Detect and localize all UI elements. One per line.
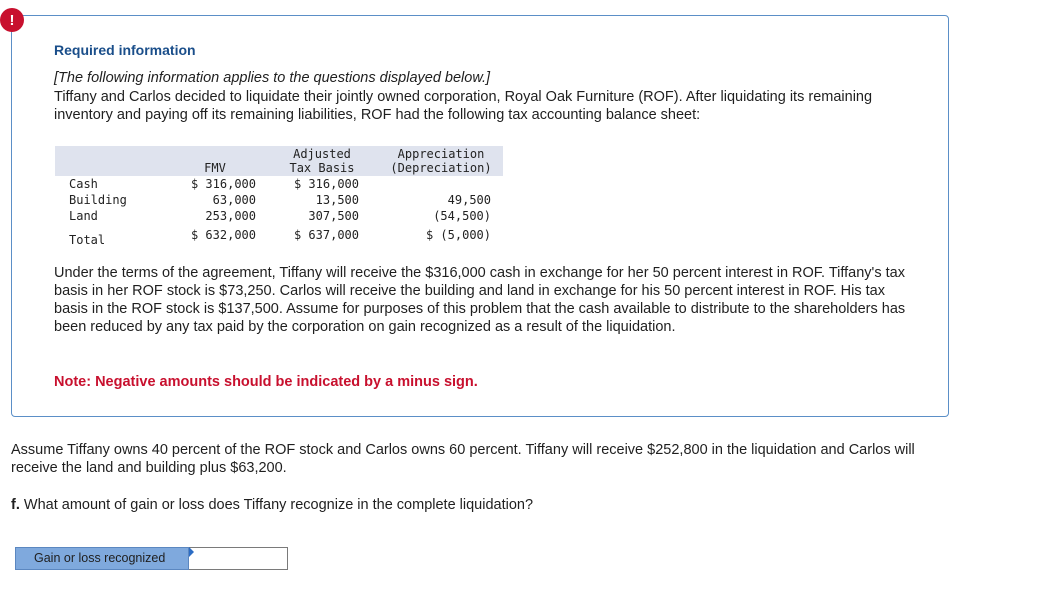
total-fmv: $ 632,000 bbox=[190, 228, 256, 242]
answer-label: Gain or loss recognized bbox=[15, 547, 189, 570]
assumption-text: Assume Tiffany owns 40 percent of the ROF stock and Carlos owns 60 percent. Tiffany will receive $252,800 in the liquidation and Carlos will receive the land and building plus $63,200. bbox=[11, 442, 915, 476]
total-label: Total bbox=[69, 233, 106, 247]
row-fmv: 253,000 bbox=[174, 208, 256, 225]
gain-loss-input[interactable] bbox=[189, 547, 288, 570]
row-basis: 13,500 bbox=[315, 193, 359, 207]
intro-italic-note: [The following information applies to the questions displayed below.] bbox=[54, 70, 491, 86]
question-f bbox=[11, 497, 533, 513]
row-basis: $ 316,000 bbox=[293, 177, 359, 191]
header-app-line2: (Depreciation) bbox=[390, 161, 492, 175]
row-fmv: $ 316,000 bbox=[190, 177, 256, 191]
question-letter: f. bbox=[11, 497, 20, 513]
row-label: Building bbox=[69, 193, 127, 207]
row-label: Cash bbox=[69, 177, 98, 191]
required-info-panel bbox=[11, 15, 949, 417]
table-row bbox=[55, 208, 503, 224]
agreement-text: Under the terms of the agreement, Tiffany will receive the $316,000 cash in exchange for her 50 percent interest in ROF. Tiffany's tax basis in her ROF stock is $73,250. Carlos will receive the building and land in exchange for his 50 percent interest in ROF. His tax basis in the ROF stock is $137,500. Assume for purposes of this problem that the cash available to distribute to the shareholders has been reduced by any tax paid by the corporation on gain recognized as a result of the liquidation. bbox=[54, 265, 906, 335]
table-total-row bbox=[55, 224, 503, 248]
header-app-line1: Appreciation bbox=[397, 147, 485, 161]
row-basis: 307,500 bbox=[277, 208, 359, 225]
header-basis-line2: Tax Basis bbox=[289, 161, 355, 175]
alert-icon: ! bbox=[0, 8, 24, 32]
row-app: 49,500 bbox=[447, 193, 491, 207]
row-label: Land bbox=[69, 209, 98, 223]
row-fmv: 63,000 bbox=[212, 193, 256, 207]
table-row bbox=[55, 192, 503, 208]
total-basis: $ 637,000 bbox=[293, 228, 359, 242]
row-app: (54,500) bbox=[391, 208, 491, 225]
table-row bbox=[55, 176, 503, 192]
input-marker-icon bbox=[189, 547, 194, 557]
answer-row bbox=[15, 547, 288, 570]
table-header bbox=[55, 146, 503, 176]
balance-sheet-table bbox=[55, 146, 503, 248]
header-fmv: FMV bbox=[204, 161, 226, 175]
required-info-title: Required information bbox=[54, 42, 196, 58]
header-basis-line1: Adjusted bbox=[293, 147, 351, 161]
question-text: What amount of gain or loss does Tiffany recognize in the complete liquidation? bbox=[23, 497, 534, 513]
negative-amount-note: Note: Negative amounts should be indicated by a minus sign. bbox=[54, 374, 478, 390]
intro-text: Tiffany and Carlos decided to liquidate their jointly owned corporation, Royal Oak Furniture (ROF). After liquidating its remaining inventory and paying off its remaining liabilities, ROF had the following tax accounting balance sheet: bbox=[54, 89, 873, 123]
total-app: $ (5,000) bbox=[425, 228, 491, 242]
